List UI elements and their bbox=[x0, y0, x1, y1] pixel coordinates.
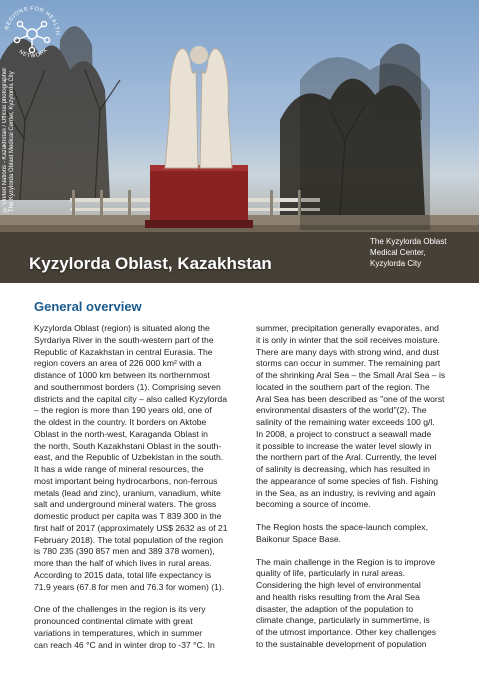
text-line: – the region is more than 190 years old, one of bbox=[34, 405, 212, 416]
text-line: the northern part of the Aral. Currently, the level bbox=[256, 452, 437, 463]
text-line: Republic of Kazakhstan in central Eurasia. The bbox=[34, 346, 213, 357]
paragraph-climate bbox=[34, 604, 240, 651]
text-line: February 2018). The total population of the region bbox=[34, 534, 224, 545]
text-line: storms can occur in summer. The remaining part bbox=[256, 358, 441, 369]
text-line: environmental disasters of the world"(2). The bbox=[256, 405, 427, 416]
text-line: districts and the capital city – also called Kyzylorda bbox=[34, 393, 227, 404]
text-line: variations in temperatures, which in summer bbox=[34, 627, 203, 638]
text-line: of the shrinking Aral Sea – the Small Aral Sea – is bbox=[256, 370, 446, 380]
text-line: and health risks resulting from the Aral Sea bbox=[256, 591, 420, 602]
photo-credit: © United Nations - Kazakhstan / Official photographer The Kyzylorda Oblast Medical Center, Kyzylorda City bbox=[2, 67, 15, 212]
svg-text:REGIONS FOR HEALTH: REGIONS FOR HEALTH bbox=[4, 5, 61, 36]
caption-line: Kyzylorda City bbox=[370, 259, 422, 268]
text-line: to the sustainable development of population bbox=[256, 638, 427, 649]
text-line: becoming a source of income. bbox=[256, 499, 371, 510]
text-line: 71.9 years (67.8 for men and 76.3 for women) (1). bbox=[34, 581, 225, 592]
right-column bbox=[256, 323, 462, 662]
text-line: located in the southern part of the region. The bbox=[256, 381, 430, 392]
text-line: The Region hosts the space-launch complex, bbox=[256, 522, 428, 532]
text-line: Oblast in the north-west, Karaganda Oblast in bbox=[34, 428, 208, 439]
section-title: General overview bbox=[34, 299, 142, 314]
text-line: it possible to increase the water level slowly in bbox=[256, 440, 432, 451]
text-line: it is only in winter that the soil receives moisture. bbox=[256, 334, 440, 345]
text-line: region covers an area of 226 000 km² with a bbox=[34, 358, 202, 369]
text-line: pronounced continental climate with great bbox=[34, 616, 193, 626]
paragraph-challenges bbox=[256, 557, 462, 651]
hero-photo bbox=[0, 0, 479, 283]
text-line: Considering the high level of environmental bbox=[256, 580, 421, 590]
text-line: quality of life, particularly in rural areas. bbox=[256, 568, 406, 579]
caption-line: The Kyzylorda Oblast bbox=[370, 237, 447, 246]
text-line: Syrdariya River in the south-western part of the bbox=[34, 334, 214, 345]
text-line: One of the challenges in the region is its very bbox=[34, 604, 206, 615]
page-title: Kyzylorda Oblast, Kazakhstan bbox=[29, 254, 272, 273]
text-line: According to 2015 data, total life expectancy is bbox=[34, 569, 212, 580]
text-line: east, and the Republic of Uzbekistan in the south. bbox=[34, 452, 224, 463]
paragraph-location bbox=[34, 323, 240, 593]
photo-caption bbox=[370, 236, 470, 269]
text-line: There are many days with strong wind, and dust bbox=[256, 346, 439, 357]
svg-text:NETWORK: NETWORK bbox=[17, 46, 50, 60]
text-line: the appearance of some species of fish. Fishing bbox=[256, 475, 439, 486]
text-line: distance of 1000 km between its northernmost bbox=[34, 370, 210, 380]
paragraph-baikonur bbox=[256, 522, 462, 546]
text-line: Baikonur Space Base. bbox=[256, 533, 342, 544]
logo-text bbox=[0, 0, 64, 92]
text-line: summer, precipitation generally evaporates, and bbox=[256, 323, 439, 333]
text-line: of salinity is decreasing, which has resulted in bbox=[256, 464, 430, 474]
text-line: salt and underground mineral waters. The gross bbox=[34, 499, 217, 510]
text-line: The main challenge in the Region is to improve bbox=[256, 556, 436, 567]
text-line: first half of 2017 (approximately US$ 2632 as of 21 bbox=[34, 522, 228, 533]
text-line: disaster, the adaption of the population to bbox=[256, 603, 414, 614]
text-line: climate change, particularly in summertime, is bbox=[256, 615, 430, 626]
text-line: the north, South Kazakhstani Oblast in the south- bbox=[34, 440, 222, 451]
text-line: domestic product per capita was T 839 300 in the bbox=[34, 511, 222, 521]
text-line: of the utmost importance. Other key challenges bbox=[256, 627, 437, 637]
text-line: Kyzylorda Oblast (region) is situated along the bbox=[34, 323, 210, 333]
text-line: the oldest in the country. It borders on Aktobe bbox=[34, 417, 207, 427]
text-line: metals (lead and zinc), uranium, vanadium, white bbox=[34, 487, 221, 498]
text-line: more than the half of which lives in rural areas. bbox=[34, 558, 212, 568]
text-line: is 780 235 (390 857 men and 389 378 women), bbox=[34, 546, 215, 557]
text-line: and southernmost borders (1). Comprising seven bbox=[34, 381, 221, 392]
text-line: In 2008, a project to construct a seawall made bbox=[256, 428, 432, 439]
text-line: in the Sea, as an industry, is reviving and again bbox=[256, 487, 436, 498]
left-column bbox=[34, 323, 240, 662]
text-line: It has a wide range of mineral resources, the bbox=[34, 464, 204, 474]
text-line: Aral Sea has been described as "one of the worst bbox=[256, 393, 445, 404]
paragraph-aral-sea bbox=[256, 323, 462, 511]
caption-line: Medical Center, bbox=[370, 248, 426, 257]
text-line: can reach 46 °C and in winter drop to -37 °C. In bbox=[34, 639, 215, 650]
text-line: salinity of the remaining water exceeds 100 g/l. bbox=[256, 417, 435, 427]
text-line: most important being hydrocarbons, non-ferrous bbox=[34, 475, 218, 486]
